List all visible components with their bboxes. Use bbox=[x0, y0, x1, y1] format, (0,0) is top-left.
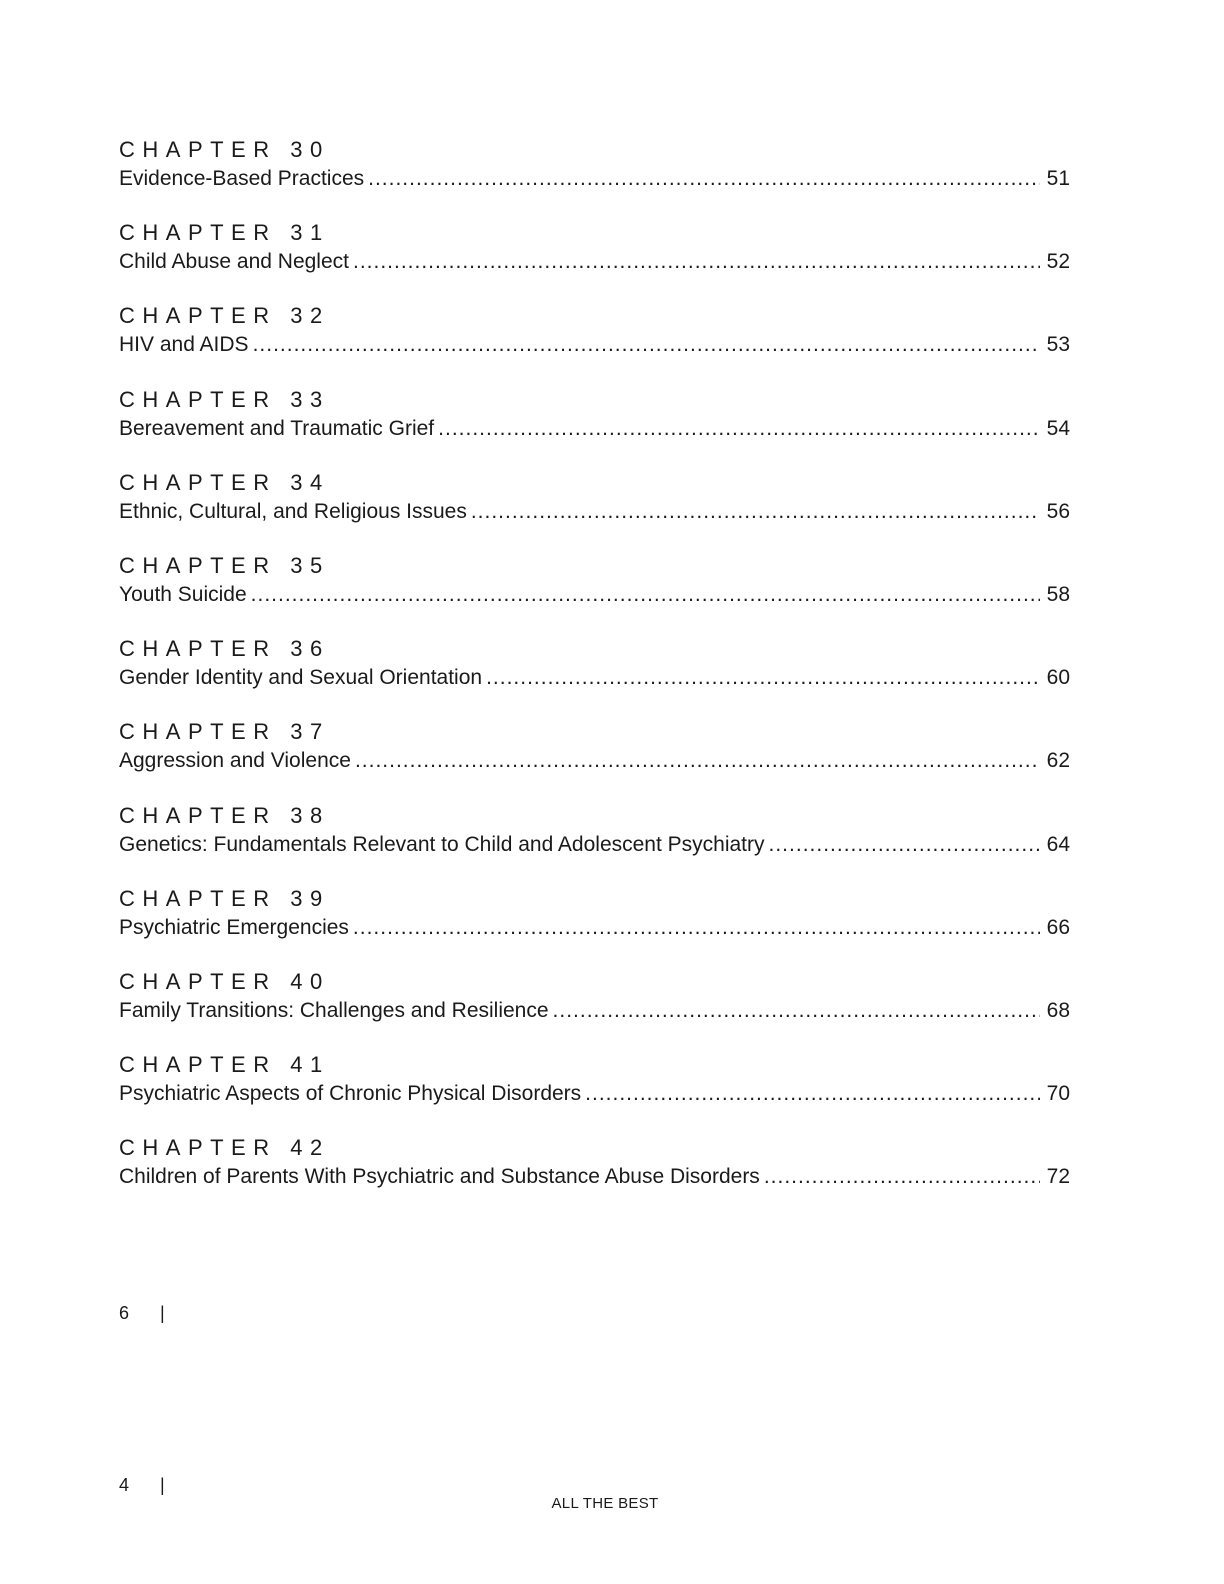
toc-entry bbox=[119, 386, 1070, 469]
page-number: 66 bbox=[1046, 915, 1070, 939]
chapter-label: CHAPTER 33 bbox=[119, 386, 330, 412]
toc-link[interactable] bbox=[119, 1079, 1070, 1109]
toc-link[interactable] bbox=[119, 913, 1070, 943]
chapter-label: CHAPTER 32 bbox=[119, 303, 330, 329]
page-number: 52 bbox=[1046, 250, 1070, 274]
page-footer bbox=[119, 1474, 165, 1496]
chapter-label: CHAPTER 38 bbox=[119, 802, 330, 828]
toc-link[interactable] bbox=[119, 996, 1070, 1026]
page-number: 54 bbox=[1046, 416, 1070, 440]
dot-leader bbox=[486, 663, 1040, 693]
dot-leader bbox=[355, 746, 1040, 776]
page-footer bbox=[119, 1302, 165, 1324]
chapter-title: Ethnic, Cultural, and Religious Issues bbox=[119, 499, 467, 523]
page-number: 56 bbox=[1046, 499, 1070, 523]
chapter-title: Genetics: Fundamentals Relevant to Child and Adolescent Psychiatry bbox=[119, 832, 765, 856]
toc-entry bbox=[119, 885, 1070, 968]
page-number: 68 bbox=[1046, 998, 1070, 1022]
dot-leader bbox=[253, 330, 1040, 360]
footer-separator: | bbox=[160, 1475, 165, 1495]
toc-entry bbox=[119, 136, 1070, 219]
footer-separator: | bbox=[160, 1303, 165, 1323]
toc-entry bbox=[119, 469, 1070, 552]
dot-leader bbox=[353, 913, 1040, 943]
chapter-label: CHAPTER 41 bbox=[119, 1052, 330, 1078]
chapter-title: Children of Parents With Psychiatric and Substance Abuse Disorders bbox=[119, 1165, 760, 1189]
chapter-label: CHAPTER 39 bbox=[119, 885, 330, 911]
chapter-label: CHAPTER 35 bbox=[119, 552, 330, 578]
toc-entry bbox=[119, 219, 1070, 302]
page-number: 64 bbox=[1046, 832, 1070, 856]
dot-leader bbox=[471, 497, 1040, 527]
chapter-label: CHAPTER 42 bbox=[119, 1135, 330, 1161]
toc-link[interactable] bbox=[119, 663, 1070, 693]
page-number: 51 bbox=[1046, 167, 1070, 190]
bottom-caption: ALL THE BEST bbox=[551, 1495, 659, 1512]
toc-link[interactable] bbox=[119, 247, 1070, 277]
dot-leader bbox=[368, 164, 1040, 194]
chapter-label: CHAPTER 34 bbox=[119, 469, 330, 495]
page-number: 70 bbox=[1046, 1082, 1070, 1106]
chapter-title: Bereavement and Traumatic Grief bbox=[119, 416, 435, 440]
page-number: 53 bbox=[1046, 333, 1070, 357]
toc-link[interactable] bbox=[119, 330, 1070, 360]
toc-link[interactable] bbox=[119, 746, 1070, 776]
chapter-label: CHAPTER 37 bbox=[119, 719, 330, 745]
chapter-label: CHAPTER 30 bbox=[119, 137, 330, 162]
toc-entry bbox=[119, 1051, 1070, 1134]
chapter-title: Family Transitions: Challenges and Resilience bbox=[119, 998, 549, 1022]
toc-entry bbox=[119, 302, 1070, 385]
footer-page-number: 6 bbox=[119, 1303, 130, 1323]
chapter-title: Aggression and Violence bbox=[119, 749, 351, 773]
toc-entry bbox=[119, 635, 1070, 718]
page-number: 60 bbox=[1046, 666, 1070, 690]
toc-link[interactable] bbox=[119, 580, 1070, 610]
toc-entry bbox=[119, 1134, 1070, 1217]
chapter-label: CHAPTER 40 bbox=[119, 968, 330, 994]
chapter-label: CHAPTER 36 bbox=[119, 636, 330, 662]
chapter-title: Evidence-Based Practices bbox=[119, 167, 365, 190]
toc-link[interactable] bbox=[119, 1162, 1070, 1192]
toc-entry bbox=[119, 968, 1070, 1051]
dot-leader bbox=[353, 247, 1040, 277]
toc-link[interactable] bbox=[119, 497, 1070, 527]
toc-entry bbox=[119, 552, 1070, 635]
toc-entry bbox=[119, 718, 1070, 801]
dot-leader bbox=[585, 1079, 1040, 1109]
chapter-title: Gender Identity and Sexual Orientation bbox=[119, 666, 483, 690]
dot-leader bbox=[251, 580, 1040, 610]
footer-page-number: 4 bbox=[119, 1475, 130, 1495]
chapter-title: Youth Suicide bbox=[119, 582, 247, 606]
dot-leader bbox=[438, 414, 1040, 444]
page-number: 58 bbox=[1046, 582, 1070, 606]
toc-link[interactable] bbox=[119, 414, 1070, 444]
toc-entry bbox=[119, 802, 1070, 885]
table-of-contents bbox=[119, 136, 1070, 1217]
dot-leader bbox=[769, 830, 1040, 860]
chapter-title: HIV and AIDS bbox=[119, 333, 249, 357]
toc-link[interactable] bbox=[119, 830, 1070, 860]
chapter-title: Child Abuse and Neglect bbox=[119, 250, 349, 274]
dot-leader bbox=[553, 996, 1040, 1026]
page-number: 62 bbox=[1046, 749, 1070, 773]
chapter-title: Psychiatric Emergencies bbox=[119, 915, 349, 939]
chapter-label: CHAPTER 31 bbox=[119, 220, 330, 246]
toc-link[interactable] bbox=[119, 164, 1070, 194]
chapter-title: Psychiatric Aspects of Chronic Physical Disorders bbox=[119, 1082, 582, 1106]
dot-leader bbox=[764, 1162, 1040, 1192]
page-number: 72 bbox=[1046, 1165, 1070, 1189]
